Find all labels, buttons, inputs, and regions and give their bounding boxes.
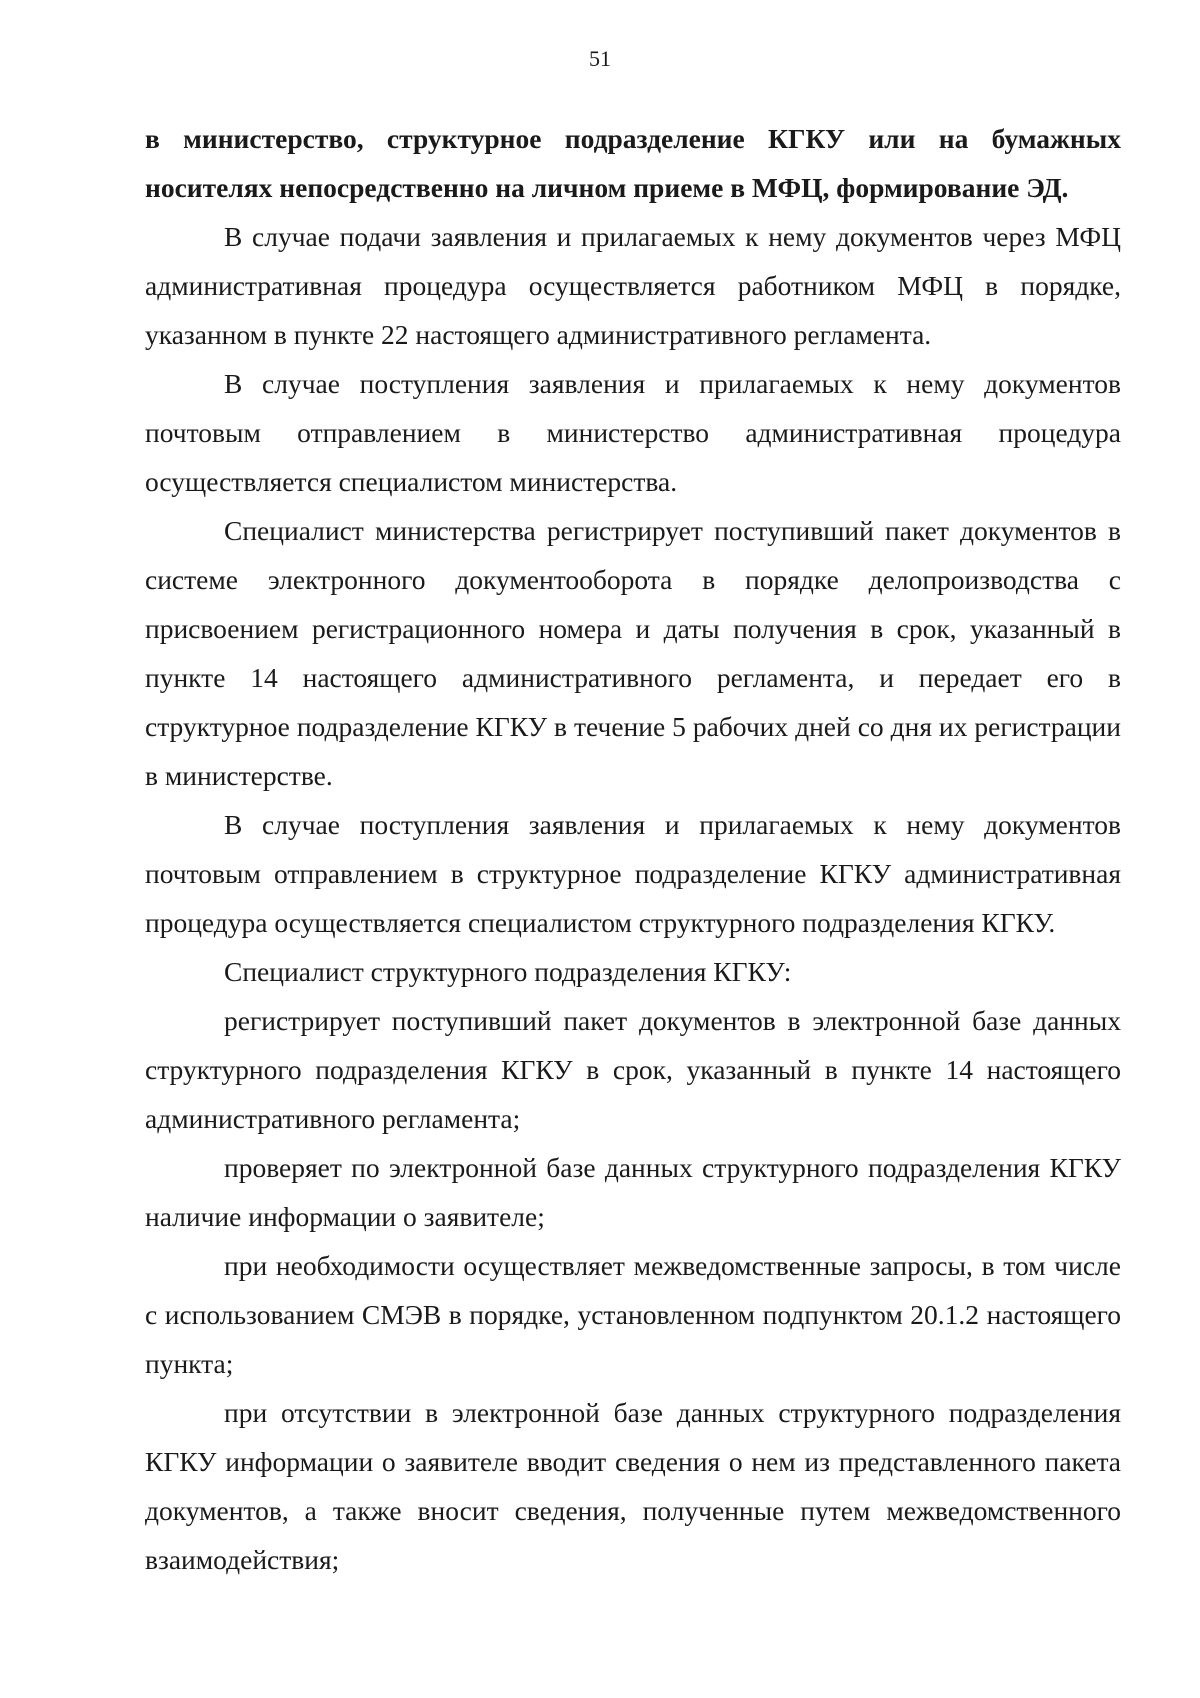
paragraph: В случае подачи заявления и прилагаемых к нему документов через МФЦ административная процедура осуществляется работником МФЦ в порядке, указанном в пункте 22 настоящего административного регламента. bbox=[145, 221, 1121, 350]
paragraph: В случае поступления заявления и прилагаемых к нему документов почтовым отправлением в министерство административная процедура осуществляется специалистом министерства. bbox=[145, 368, 1121, 497]
paragraph: В случае поступления заявления и прилагаемых к нему документов почтовым отправлением в структурное подразделение КГКУ административная процедура осуществляется специалистом структурного подразделения КГКУ. bbox=[145, 809, 1121, 938]
paragraph: Специалист структурного подразделения КГКУ: bbox=[224, 956, 792, 987]
page-number: 51 bbox=[589, 46, 611, 71]
list-item-paragraph: при отсутствии в электронной базе данных структурного подразделения КГКУ информации о заявителе вводит сведения о нем из представленного пакета документов, а также вносит сведения, полученные путем межведомственного взаимодействия; bbox=[145, 1397, 1121, 1575]
list-item-paragraph: при необходимости осуществляет межведомственные запросы, в том числе с использованием СМЭВ в порядке, установленном подпунктом 20.1.2 настоящего пункта; bbox=[145, 1250, 1121, 1379]
list-item-paragraph: проверяет по электронной базе данных структурного подразделения КГКУ наличие информации о заявителе; bbox=[145, 1152, 1121, 1232]
list-item-paragraph: регистрирует поступивший пакет документов в электронной базе данных структурного подразделения КГКУ в срок, указанный в пункте 14 настоящего административного регламента; bbox=[145, 1005, 1121, 1134]
document-body bbox=[145, 114, 1121, 1584]
paragraph-continuation: в министерство, структурное подразделение КГКУ или на бумажных носителях непосредственно на личном приеме в МФЦ, формирование ЭД. bbox=[145, 123, 1121, 203]
paragraph: Специалист министерства регистрирует поступивший пакет документов в системе электронного документооборота в порядке делопроизводства с присвоением регистрационного номера и даты получения в срок, указанный в пункте 14 настоящего административного регламента, и передает его в структурное подразделение КГКУ в течение 5 рабочих дней со дня их регистрации в министерстве. bbox=[145, 515, 1121, 791]
